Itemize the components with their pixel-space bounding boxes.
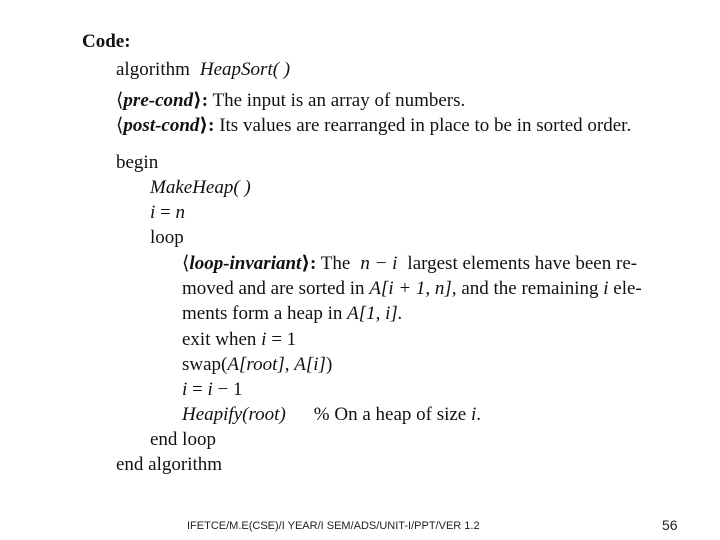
- swap-arg-i: A[i]: [294, 354, 326, 375]
- exit-when-line: [182, 328, 296, 352]
- post-cond-text: Its values are rearranged in place to be in sorted order.: [219, 115, 632, 136]
- make-heap-call: MakeHeap( ): [150, 177, 251, 198]
- var-i: i: [207, 379, 213, 400]
- swap-call: swap(: [182, 354, 228, 375]
- angle-open: ⟨: [116, 115, 124, 136]
- loop-keyword: loop: [150, 227, 184, 248]
- code-heading: Code:: [82, 31, 131, 52]
- pre-condition-line: [116, 89, 465, 113]
- end-loop-keyword: end loop: [150, 429, 216, 450]
- begin-keyword: begin: [116, 152, 159, 173]
- slide-footer: IFETCE/M.E(CSE)/I YEAR/I SEM/ADS/UNIT-I/PPT/VER 1.2: [187, 520, 480, 532]
- var-i: i: [471, 404, 477, 425]
- invariant-math: A[1, i].: [347, 303, 403, 324]
- exit-condition: = 1: [266, 329, 297, 350]
- var-n: n: [175, 202, 185, 223]
- swap-arg-root: A[root]: [227, 354, 285, 375]
- pre-cond-label: pre-cond: [123, 90, 194, 111]
- angle-close: ⟩:: [301, 253, 317, 274]
- invariant-math: n − i: [360, 253, 398, 274]
- invariant-text: largest elements have been re-: [407, 253, 638, 274]
- invariant-math: A[i + 1, n],: [369, 278, 457, 299]
- invariant-text: ments form a heap in: [182, 303, 343, 324]
- assign-i-line: [150, 201, 185, 225]
- decrement-line: [182, 378, 243, 402]
- invariant-text: and the remaining: [461, 278, 599, 299]
- equals-op: =: [187, 379, 208, 400]
- algorithm-name: HeapSort( ): [199, 59, 291, 80]
- end-algorithm-keyword: end algorithm: [116, 454, 223, 475]
- swap-line: [182, 353, 332, 377]
- swap-close: ): [325, 354, 333, 375]
- page-number: 56: [662, 517, 678, 533]
- invariant-var-i: i: [603, 278, 609, 299]
- equals-op: =: [155, 202, 176, 223]
- var-i: i: [261, 329, 267, 350]
- var-i: i: [150, 202, 156, 223]
- loop-invariant-line-3: [182, 302, 403, 326]
- algorithm-keyword: algorithm: [116, 59, 190, 80]
- exit-when-keyword: exit when: [182, 329, 262, 350]
- post-condition-line: [116, 114, 631, 138]
- var-i: i: [182, 379, 188, 400]
- algorithm-line: [116, 58, 290, 82]
- angle-close: ⟩:: [199, 115, 215, 136]
- invariant-text: ele-: [613, 278, 642, 299]
- period: .: [476, 404, 482, 425]
- minus-one: − 1: [212, 379, 243, 400]
- angle-open: ⟨: [182, 253, 190, 274]
- loop-invariant-line-2: [182, 277, 642, 301]
- heapify-call: Heapify(root): [182, 404, 286, 425]
- angle-open: ⟨: [116, 90, 124, 111]
- invariant-text: moved and are sorted in: [182, 278, 365, 299]
- swap-sep: ,: [284, 354, 295, 375]
- loop-invariant-line-1: [182, 252, 637, 276]
- heapify-comment: % On a heap of size: [313, 404, 471, 425]
- loop-invariant-label: loop-invariant: [189, 253, 302, 274]
- angle-close: ⟩:: [193, 90, 209, 111]
- post-cond-label: post-cond: [123, 115, 200, 136]
- invariant-text: The: [320, 253, 351, 274]
- pre-cond-text: The input is an array of numbers.: [212, 90, 466, 111]
- heapify-line: [182, 403, 481, 427]
